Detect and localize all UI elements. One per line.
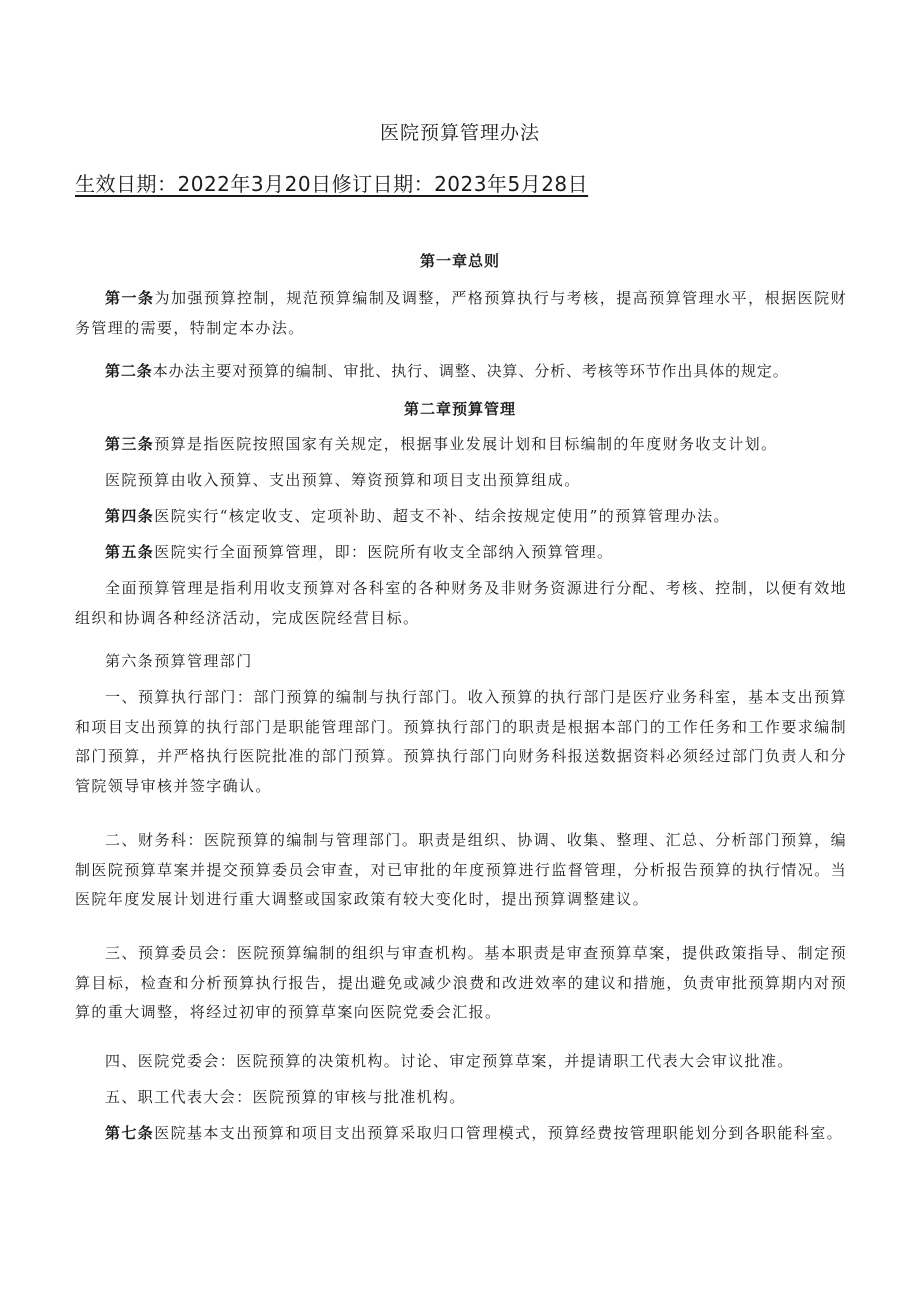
article-5-text: 医院实行全面预算管理，即：医院所有收支全部纳入预算管理。 [154, 543, 614, 561]
article-6: 第六条预算管理部门 [105, 652, 253, 670]
article-2-text: 本办法主要对预算的编制、审批、执行、调整、决算、分析、考核等环节作出具体的规定。 [152, 362, 789, 380]
article-3 [75, 430, 847, 460]
article-3-text: 预算是指医院按照国家有关规定，根据事业发展计划和目标编制的年度财务收支计划。 [154, 435, 778, 453]
article-6-item-5: 五、职工代表大会：医院预算的审核与批准机构。 [105, 1088, 466, 1106]
article-1 [75, 284, 847, 343]
article-6-item-1: 一、预算执行部门：部门预算的编制与执行部门。收入预算的执行部门是医疗业务科室，基本支出预算和项目支出预算的执行部门是职能管理部门。预算执行部门的职责是根据本部门的工作任务和工作要求编制部门预算，并严格执行医院批准的部门预算。预算执行部门向财务科报送数据资料必须经过部门负责人和分管院领导审核并签字确认。 [75, 688, 847, 795]
chapter-1-heading: 第一章总则 [419, 252, 500, 270]
chapter-2-heading: 第二章预算管理 [403, 400, 516, 418]
article-2-label: 第二条 [105, 362, 153, 380]
article-1-text: 为加强预算控制，规范预算编制及调整，严格预算执行与考核，提高预算管理水平，根据医院财务管理的需要，特制定本办法。 [75, 289, 848, 337]
article-5 [75, 538, 847, 568]
article-6-item-4: 四、医院党委会：医院预算的决策机构。讨论、审定预算草案，并提请职工代表大会审议批准。 [105, 1052, 794, 1070]
article-7-text: 医院基本支出预算和项目支出预算采取归口管理模式，预算经费按管理职能划分到各职能科室。 [154, 1124, 844, 1142]
article-7-label: 第七条 [105, 1124, 155, 1142]
dates-line: 生效日期：2022年3月20日修订日期：2023年5月28日 [75, 172, 589, 196]
article-3-sub: 医院预算由收入预算、支出预算、筹资预算和项目支出预算组成。 [105, 471, 581, 489]
article-6-item-3: 三、预算委员会：医院预算编制的组织与审查机构。基本职责是审查预算草案，提供政策指导、制定预算目标，检查和分析预算执行报告，提出避免或减少浪费和改进效率的建议和措施，负责审批预算期内对预算的重大调整，将经过初审的预算草案向医院党委会汇报。 [75, 944, 847, 1021]
article-4-text: 医院实行“核定收支、定项补助、超支不补、结余按规定使用”的预算管理办法。 [154, 507, 730, 525]
article-4-label: 第四条 [105, 507, 155, 525]
document-title: 医院预算管理办法 [379, 122, 540, 144]
article-2 [75, 357, 847, 387]
article-4 [75, 502, 847, 532]
article-5-sub: 全面预算管理是指利用收支预算对各科室的各种财务及非财务资源进行分配、考核、控制，以便有效地组织和协调各种经济活动，完成医院经营目标。 [75, 579, 847, 627]
article-7 [75, 1119, 847, 1149]
article-1-label: 第一条 [105, 289, 155, 307]
article-3-label: 第三条 [105, 435, 155, 453]
article-6-item-2: 二、财务科：医院预算的编制与管理部门。职责是组织、协调、收集、整理、汇总、分析部门预算，编制医院预算草案并提交预算委员会审查，对已审批的年度预算进行监督管理，分析报告预算的执行情况。当医院年度发展计划进行重大调整或国家政策有较大变化时，提出预算调整建议。 [75, 831, 847, 908]
article-5-label: 第五条 [105, 543, 155, 561]
